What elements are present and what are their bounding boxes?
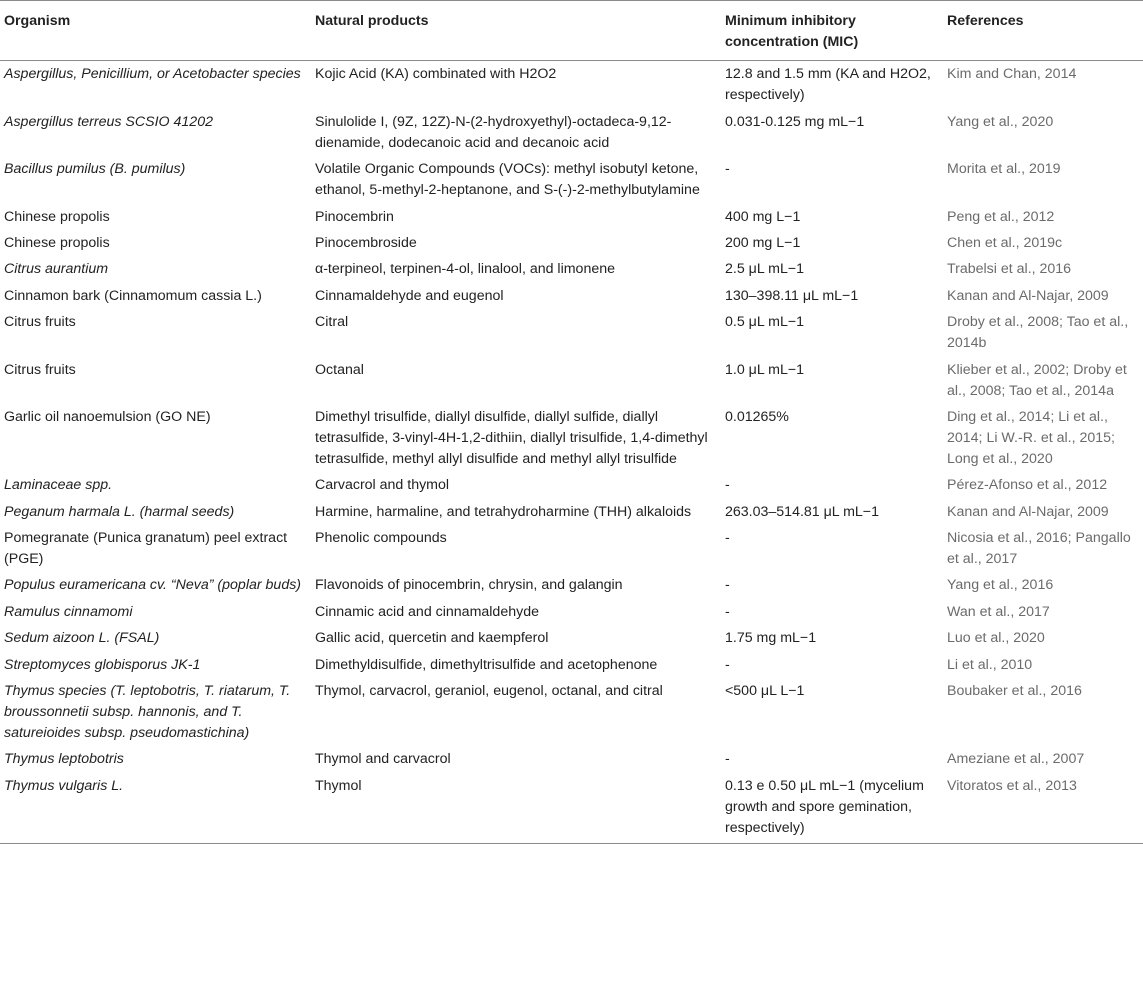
organism-cell: Citrus fruits [4,314,76,331]
table-row [0,282,1143,308]
reference-cell: Kanan and Al-Najar, 2009 [947,503,1109,520]
reference-cell: Morita et al., 2019 [947,161,1061,178]
organism-cell: Laminaceae spp. [4,477,113,494]
mic-cell: - [725,477,730,494]
table-row [0,772,1143,843]
organism-cell: Peganum harmala L. (harmal seeds) [4,503,235,520]
mic-cell: 0.5 μL mL−1 [725,314,805,331]
mic-cell: <500 μL L−1 [725,683,805,700]
header-organism: Organism [0,1,311,61]
organism-cell: Populus euramericana cv. “Neva” (poplar buds) [4,577,302,594]
table-row [0,651,1143,677]
table-row [0,156,1143,203]
header-row [0,1,1143,61]
mic-cell: 263.03–514.81 μL mL−1 [725,503,879,520]
mic-cell: 0.031-0.125 mg mL−1 [725,113,865,130]
product-cell: Carvacrol and thymol [315,477,450,494]
product-cell: Dimethyldisulfide, dimethyltrisulfide and acetophenone [315,656,658,673]
table-row [0,309,1143,356]
mic-cell: 12.8 and 1.5 mm (KA and H2O2, respectively) [725,66,931,104]
product-cell: α-terpineol, terpinen-4-ol, linalool, and limonene [315,261,616,278]
header-natural-products: Natural products [311,1,721,61]
mic-cell: - [725,577,730,594]
reference-cell: Ameziane et al., 2007 [947,751,1085,768]
reference-cell: Peng et al., 2012 [947,208,1055,225]
organism-cell: Citrus aurantium [4,261,109,278]
reference-cell: Yang et al., 2020 [947,113,1054,130]
organism-cell: Thymus species (T. leptobotris, T. riatarum, T. broussonnetii subsp. hannonis, and T. satureioides subsp. pseudomastichina) [4,683,291,742]
organism-cell: Chinese propolis [4,234,110,251]
mic-cell: 0.01265% [725,408,789,425]
reference-cell: Nicosia et al., 2016; Pangallo et al., 2017 [947,530,1131,568]
reference-cell: Kim and Chan, 2014 [947,66,1077,83]
product-cell: Citral [315,314,349,331]
product-cell: Phenolic compounds [315,530,447,547]
organism-cell: Bacillus pumilus (B. pumilus) [4,161,186,178]
table-row [0,404,1143,472]
organism-cell: Aspergillus terreus SCSIO 41202 [4,113,213,130]
table-row [0,525,1143,572]
product-cell: Cinnamic acid and cinnamaldehyde [315,603,539,620]
product-cell: Gallic acid, quercetin and kaempferol [315,630,549,647]
mic-cell: - [725,603,730,620]
reference-cell: Klieber et al., 2002; Droby et al., 2008; Tao et al., 2014a [947,361,1127,399]
reference-cell: Kanan and Al-Najar, 2009 [947,287,1109,304]
table-row [0,108,1143,155]
product-cell: Harmine, harmaline, and tetrahydroharmine (THH) alkaloids [315,503,692,520]
table-row [0,625,1143,651]
reference-cell: Droby et al., 2008; Tao et al., 2014b [947,314,1129,352]
mic-cell: 200 mg L−1 [725,234,801,251]
reference-cell: Luo et al., 2020 [947,630,1045,647]
mic-cell: 400 mg L−1 [725,208,801,225]
product-cell: Pinocembroside [315,234,417,251]
product-cell: Flavonoids of pinocembrin, chrysin, and galangin [315,577,623,594]
reference-cell: Yang et al., 2016 [947,577,1054,594]
product-cell: Kojic Acid (KA) combinated with H2O2 [315,66,557,83]
table-row [0,472,1143,498]
organism-cell: Streptomyces globisporus JK-1 [4,656,201,673]
organism-cell: Thymus vulgaris L. [0,772,311,843]
organism-cell: Garlic oil nanoemulsion (GO NE) [4,408,211,425]
product-cell: Thymol, carvacrol, geraniol, eugenol, octanal, and citral [315,683,663,700]
table-row [0,356,1143,403]
table-row [0,678,1143,746]
mic-cell: - [725,656,730,673]
header-mic: Minimum inhibitory concentration (MIC) [721,1,943,61]
reference-cell: Boubaker et al., 2016 [947,683,1082,700]
mic-cell: 2.5 μL mL−1 [725,261,805,278]
product-cell: Thymol [311,772,721,843]
table-row [0,61,1143,109]
organism-cell: Chinese propolis [4,208,110,225]
table-row [0,256,1143,282]
organism-cell: Sedum aizoon L. (FSAL) [4,630,160,647]
reference-cell: Wan et al., 2017 [947,603,1050,620]
table-row [0,230,1143,256]
product-cell: Thymol and carvacrol [315,751,451,768]
reference-cell: Chen et al., 2019c [947,234,1063,251]
organism-cell: Aspergillus, Penicillium, or Acetobacter species [4,66,301,83]
reference-cell: Trabelsi et al., 2016 [947,261,1072,278]
product-cell: Octanal [315,361,364,378]
mic-cell: 1.75 mg mL−1 [725,630,817,647]
product-cell: Volatile Organic Compounds (VOCs): methyl isobutyl ketone, ethanol, 5-methyl-2-heptanone, and S-(-)-2-methylbutylamine [315,161,700,199]
product-cell: Pinocembrin [315,208,394,225]
table-row [0,203,1143,229]
mic-cell: - [725,530,730,547]
organism-cell: Pomegranate (Punica granatum) peel extract (PGE) [4,530,288,568]
reference-cell: Ding et al., 2014; Li et al., 2014; Li W.-R. et al., 2015; Long et al., 2020 [947,408,1115,467]
reference-cell: Pérez-Afonso et al., 2012 [947,477,1108,494]
mic-cell: 1.0 μL mL−1 [725,361,805,378]
organism-cell: Thymus leptobotris [4,751,124,768]
table-row [0,572,1143,598]
product-cell: Sinulolide I, (9Z, 12Z)-N-(2-hydroxyethyl)-octadeca-9,12-dienamide, dodecanoic acid and decanoic acid [315,113,672,151]
table-row [0,746,1143,772]
organism-cell: Cinnamon bark (Cinnamomum cassia L.) [4,287,262,304]
product-cell: Cinnamaldehyde and eugenol [315,287,504,304]
mic-cell: - [725,161,730,178]
table-row [0,598,1143,624]
mic-cell: 0.13 e 0.50 μL mL−1 (mycelium growth and spore gemination, respectively) [721,772,943,843]
organism-cell: Ramulus cinnamomi [4,603,133,620]
product-cell: Dimethyl trisulfide, diallyl disulfide, diallyl sulfide, diallyl tetrasulfide, 3-vinyl-4H-1,2-dithiin, diallyl trisulfide, 1,4-dimethyl tetrasulfide, methyl allyl disulfide and methyl allyl trisulfide [315,408,708,467]
organism-cell: Citrus fruits [4,361,76,378]
mic-cell: - [725,751,730,768]
header-references: References [943,1,1143,61]
reference-cell: Vitoratos et al., 2013 [943,772,1143,843]
reference-cell: Li et al., 2010 [947,656,1033,673]
mic-cell: 130–398.11 μL mL−1 [725,287,859,304]
table-row [0,498,1143,524]
